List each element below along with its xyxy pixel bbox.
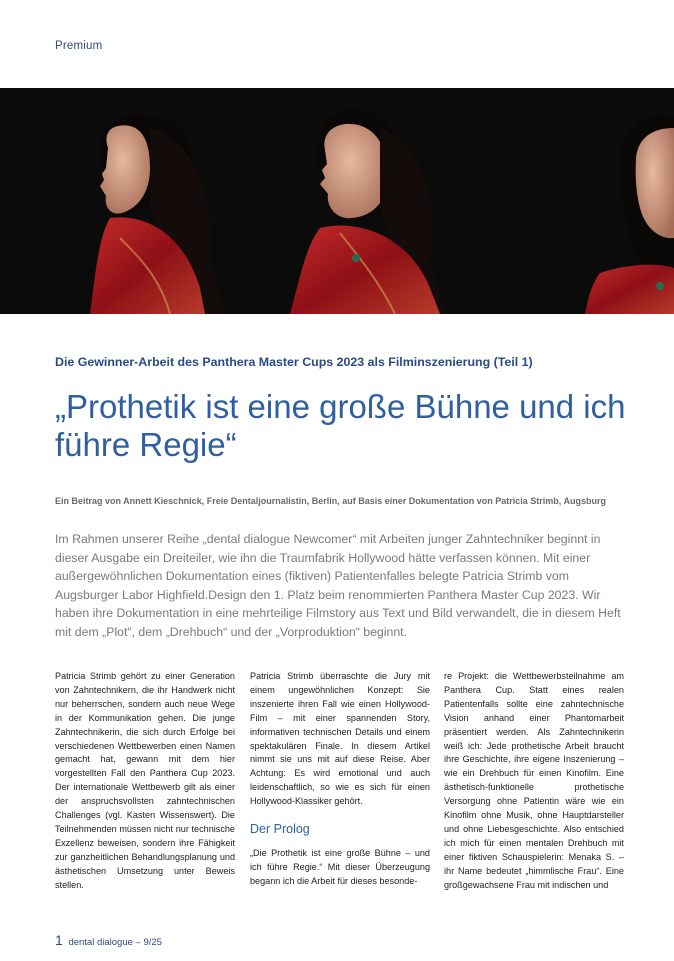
body-column-3 bbox=[444, 670, 624, 893]
article-lead: Im Rahmen unserer Reihe „dental dialogue Newcomer“ mit Arbeiten junger Zahntechniker beginnt in dieser Ausgabe ein Dreiteiler, wie ihn die Traumfabrik Hollywood hätte verfassen können. Mit einer außergewöhnlichen Dokumentation eines (fiktiven) Patientenfalles belegte Patricia Strimb vom Augsburger Labor Highfield.Design den 1. Platz beim renommierten Panthera Master Cup 2023. Wir haben ihre Dokumentation in eine mehrteilige Filmstory aus Text und Bild verwandelt, die in diesem Heft mit dem „Plot“, dem „Drehbuch“ und der „Vorproduktion“ beginnt. bbox=[55, 532, 621, 639]
article-byline: Ein Beitrag von Annett Kieschnick, Freie Dentaljournalistin, Berlin, auf Basis einer Dokumentation von Patricia Strimb, Augsburg bbox=[55, 496, 606, 506]
publication-name: dental dialogue – 9/25 bbox=[68, 937, 162, 948]
body-paragraph: re Projekt: die Wettbewerbsteilnahme am Panthera Cup. Statt eines realen Patientenfalls sollte eine zahntechnische Vision anhand einer Phantomarbeit präsentiert werden. Als Zahntechnikerin weiß ich: Jede prothetische Arbeit braucht ihre Geschichte, ihre eigene Inszenierung – wie ein Drehbuch für einen Kinofilm. Eine ästhetisch-funktionelle prothetische Versorgung ohne Patientin wäre wie ein Kinofilm ohne Musik, ohne Hauptdarsteller und ohne Liebesgeschichte. Also entschied ich mich für einen mentalen Drehbuch mit einer fiktiven Schauspielerin: Menaka S. – ihr Name bedeutet „himmlische Frau“. Eine großgewachsene Frau mit indischen und bbox=[444, 671, 624, 890]
hero-image bbox=[0, 88, 674, 314]
page-footer bbox=[55, 932, 162, 948]
body-paragraph: „Die Prothetik ist eine große Bühne – und ich führe Regie.“ Mit dieser Überzeugung begann ich die Arbeit für dieses besonde- bbox=[250, 847, 430, 886]
body-paragraph: Patricia Strimb gehört zu einer Generation von Zahntechnikern, die ihr Handwerk nicht nur beherrschen, sondern auch neue Wege in der Kommunikation gehen. Die junge Zahntechnikerin, die sich durch Erfolge bei verschiedenen Wettbewerben einen Namen gemacht hat, gewann mit dem hier vorgestellten Fall den Panthera Cup 2023. Der internationale Wettbewerb gilt als einer der anspruchsvollsten zahntechnischen Challenges (vgl. Kasten Wissenswert). Die Teilnehmenden müssen nicht nur technische Exzellenz beweisen, sondern ihre Fähigkeit zur ganzheitlichen Behandlungsplanung und ästhetischen Umsetzung unter Beweis stellen. bbox=[55, 671, 235, 890]
body-paragraph: Patricia Strimb überraschte die Jury mit einem ungewöhnlichen Konzept: Sie inszenierte ihren Fall wie einen Hollywood-Film – mit einer spannenden Story, informativen technischen Details und einem spektakulären Finale. In diesem Artikel nimmt sie uns mit auf diese Reise. Aber Achtung: Es wird emotional und auch leidenschaftlich, so wie es sich für einen Hollywood-Klassiker gehört. bbox=[250, 671, 430, 807]
article-kicker: Die Gewinner-Arbeit des Panthera Master Cups 2023 als Filminszenierung (Teil 1) bbox=[55, 355, 533, 369]
section-label: Premium bbox=[55, 40, 103, 52]
body-column-1 bbox=[55, 670, 235, 893]
article-title: „Prothetik ist eine große Bühne und ich führe Regie“ bbox=[55, 388, 626, 463]
body-column-2 bbox=[250, 670, 430, 889]
page-number: 1 bbox=[55, 932, 63, 948]
portrait-photo bbox=[0, 88, 674, 314]
subheading: Der Prolog bbox=[250, 822, 310, 837]
